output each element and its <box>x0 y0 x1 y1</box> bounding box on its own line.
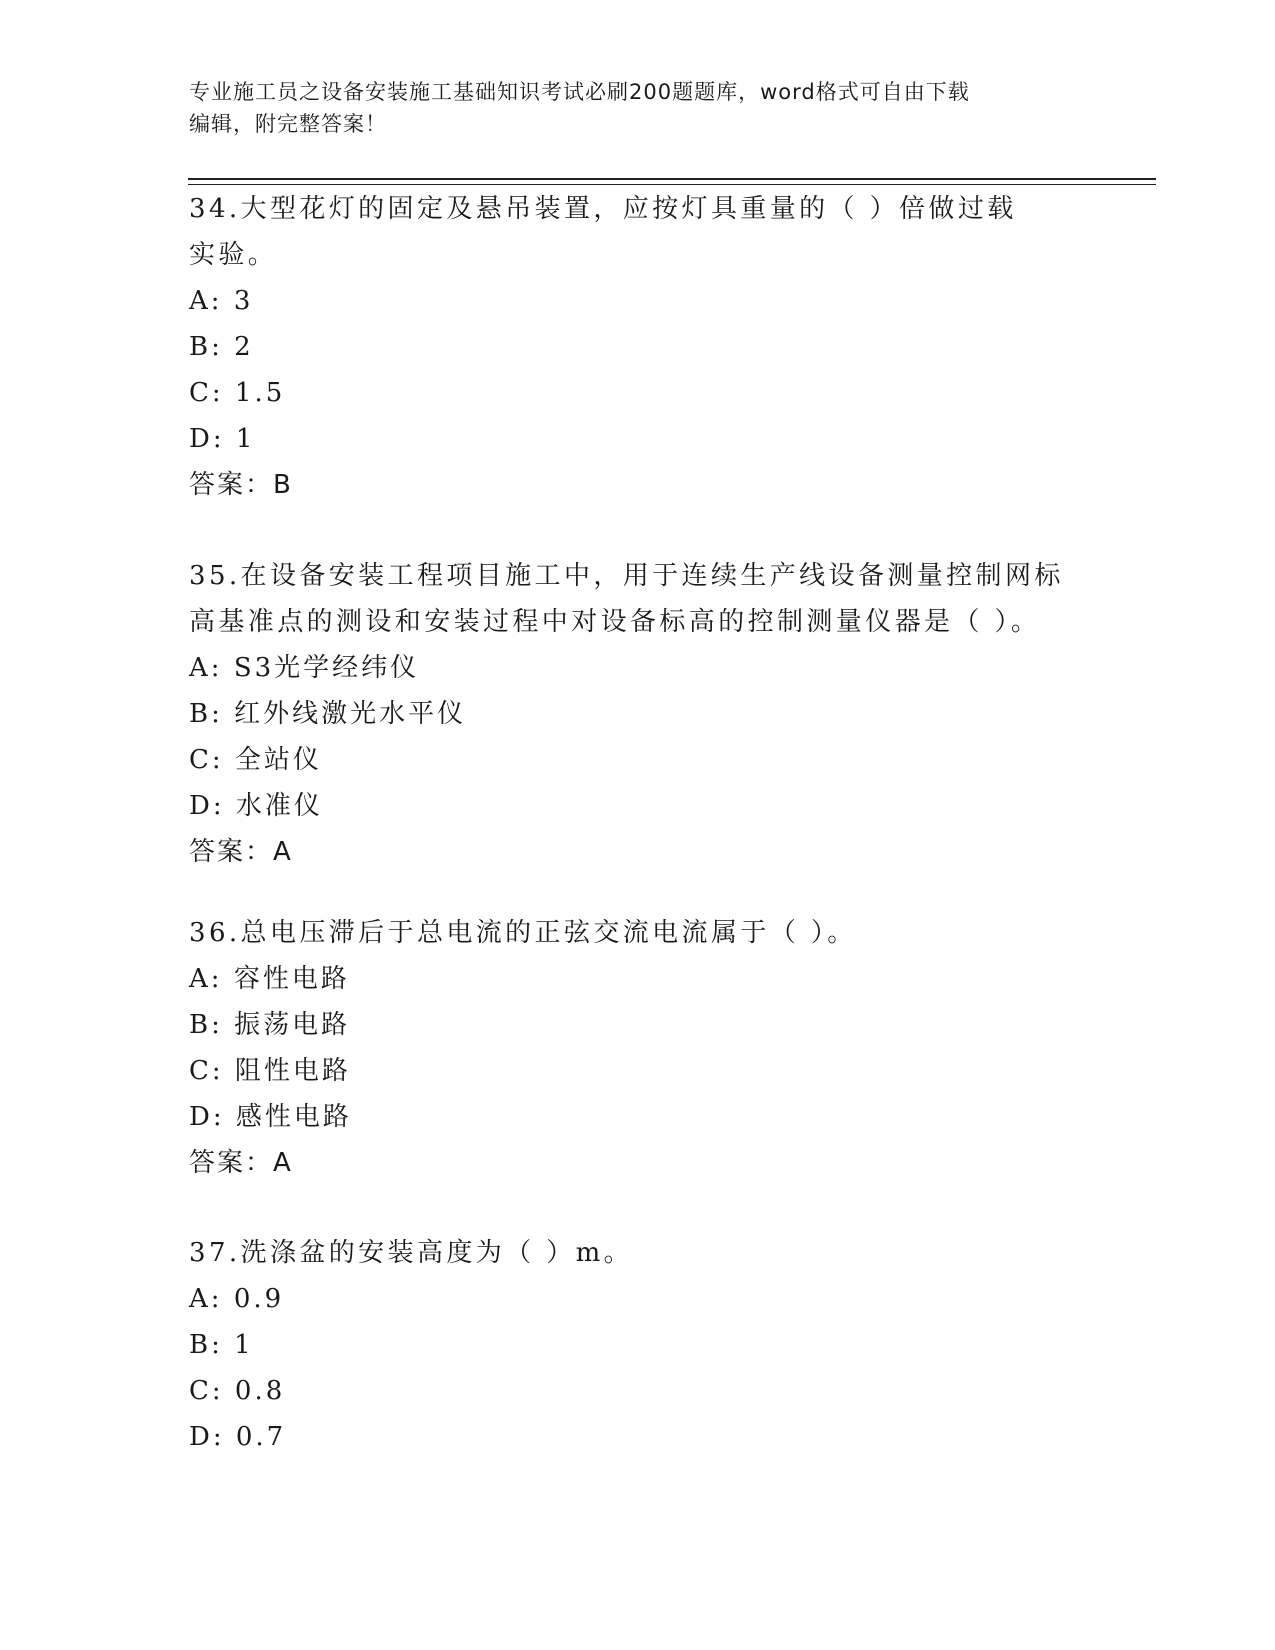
option-c <box>189 737 1089 783</box>
option-b <box>189 1002 1089 1048</box>
question-37 <box>189 1230 1089 1460</box>
option-value: 1 <box>235 424 256 454</box>
option-label: B: <box>189 332 223 362</box>
option-a <box>189 956 1089 1002</box>
option-label: B: <box>189 1010 223 1040</box>
option-b <box>189 1322 1089 1368</box>
option-label: A: <box>189 286 223 316</box>
option-value: 1 <box>234 1330 254 1360</box>
option-label: A: <box>189 964 223 994</box>
option-c <box>189 1368 1089 1414</box>
option-label: C: <box>189 1056 224 1086</box>
option-value: 阻性电路 <box>234 1056 351 1086</box>
option-label: B: <box>189 1330 223 1360</box>
option-label: C: <box>189 1376 224 1406</box>
option-value: 3 <box>233 286 254 316</box>
option-d <box>189 1094 1089 1140</box>
option-value: 0.9 <box>233 1284 285 1314</box>
option-value: 0.7 <box>235 1422 287 1452</box>
option-value: 感性电路 <box>235 1102 352 1132</box>
option-c <box>189 370 1089 416</box>
option-label: B: <box>189 699 223 729</box>
option-value: 全站仪 <box>234 745 322 775</box>
option-a <box>189 278 1089 324</box>
option-value: 0.8 <box>234 1376 286 1406</box>
option-label: A: <box>189 653 223 683</box>
header-divider-bottom <box>188 184 1156 185</box>
option-d <box>189 416 1089 462</box>
option-a <box>189 645 1089 691</box>
option-label: D: <box>189 791 225 821</box>
answer-line: 答案：A <box>189 837 293 867</box>
option-label: D: <box>189 424 225 454</box>
option-value: 2 <box>234 332 254 362</box>
option-b <box>189 691 1089 737</box>
option-label: C: <box>189 745 224 775</box>
question-text: 36.总电压滞后于总电流的正弦交流电流属于（ ）。 <box>189 918 857 948</box>
option-value: S3光学经纬仪 <box>233 653 420 683</box>
option-value: 红外线激光水平仪 <box>234 699 467 729</box>
option-value: 1.5 <box>234 378 286 408</box>
question-text: 37.洗涤盆的安装高度为（ ）m。 <box>189 1238 634 1268</box>
option-label: A: <box>189 1284 223 1314</box>
option-label: C: <box>189 378 224 408</box>
option-d <box>189 783 1089 829</box>
option-label: D: <box>189 1102 225 1132</box>
option-value: 水准仪 <box>235 791 323 821</box>
option-label: D: <box>189 1422 225 1452</box>
header-line-1: 专业施工员之设备安装施工基础知识考试必刷200题题库，word格式可自由下载 <box>189 80 970 104</box>
option-d <box>189 1414 1089 1460</box>
option-value: 振荡电路 <box>234 1010 351 1040</box>
option-value: 容性电路 <box>233 964 350 994</box>
question-text: 35.在设备安装工程项目施工中，用于连续生产线设备测量控制网标高基准点的测设和安装过程中对设备标高的控制测量仪器是（ ）。 <box>189 561 1064 637</box>
document-header <box>189 76 1069 140</box>
question-text: 34.大型花灯的固定及悬吊装置，应按灯具重量的（ ）倍做过载实验。 <box>189 194 1017 270</box>
header-line-2: 编辑，附完整答案！ <box>189 112 387 136</box>
answer-line: 答案：A <box>189 1148 293 1178</box>
question-36 <box>189 910 1089 1186</box>
option-a <box>189 1276 1089 1322</box>
question-34 <box>189 186 1089 508</box>
question-35 <box>189 553 1089 875</box>
option-c <box>189 1048 1089 1094</box>
answer-line: 答案：B <box>189 470 293 500</box>
header-divider-top <box>188 178 1156 180</box>
option-b <box>189 324 1089 370</box>
